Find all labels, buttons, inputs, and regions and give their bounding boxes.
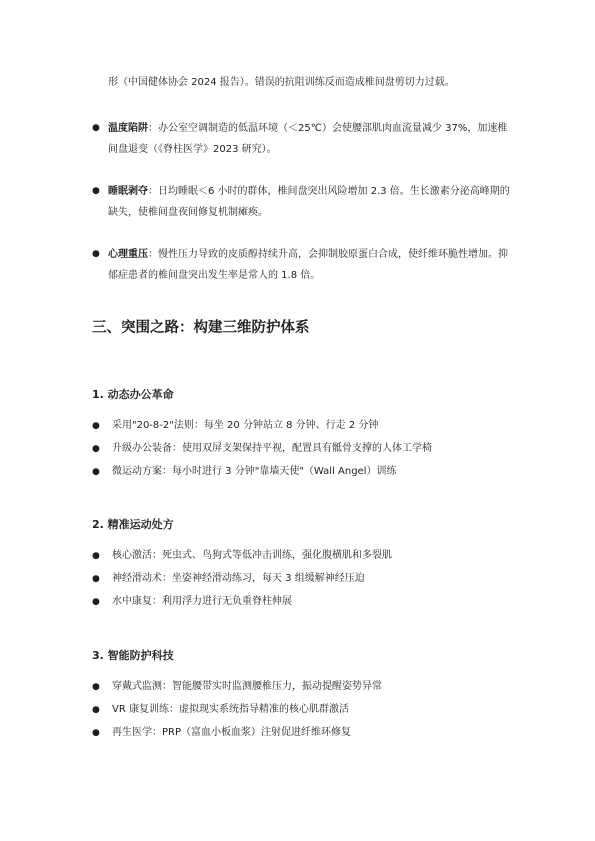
list-item: 穿戴式监测：智能腰带实时监测腰椎压力，振动提醒姿势异常 <box>112 681 382 692</box>
subsection-heading: 1. 动态办公革命 <box>92 388 174 401</box>
bullet-icon: ● <box>92 551 100 561</box>
factor-item <box>108 181 513 223</box>
list-item: 神经滑动术：坐姿神经滑动练习，每天 3 组缓解神经压迫 <box>112 573 365 584</box>
section-heading: 三、突围之路：构建三维防护体系 <box>92 320 310 336</box>
bullet-icon: ● <box>92 444 100 454</box>
factor-text: ：办公室空调制造的低温环境（＜25℃）会使腰部肌肉血流量减少 37%，加速椎间盘退变（《脊柱医学》2023 研究）。 <box>108 123 508 155</box>
factor-text: ：日均睡眠＜6 小时的群体，椎间盘突出风险增加 2.3 倍。生长激素分泌高峰期的缺失，使椎间盘夜间修复机制瘫痪。 <box>108 186 510 218</box>
bullet-icon: ● <box>92 597 100 607</box>
factor-item <box>108 244 513 286</box>
intro-paragraph-tail: 形（中国健体协会 2024 报告）。错误的抗阻训练反而造成椎间盘剪切力过载。 <box>108 77 455 88</box>
bullet-icon: ● <box>92 728 100 738</box>
list-item: 升级办公装备：使用双屏支架保持平视，配置具有骶骨支撑的人体工学椅 <box>112 443 432 454</box>
bullet-icon: ● <box>92 705 100 715</box>
bullet-icon: ● <box>92 186 100 196</box>
subsection-heading: 3. 智能防护科技 <box>92 649 174 662</box>
list-item: 核心激活：死虫式、鸟狗式等低冲击训练，强化腹横肌和多裂肌 <box>112 550 392 561</box>
list-item: 微运动方案：每小时进行 3 分钟"靠墙天使"（Wall Angel）训练 <box>112 466 397 477</box>
bullet-icon: ● <box>92 249 100 259</box>
factor-text: ：慢性压力导致的皮质醇持续升高，会抑制胶原蛋白合成，使纤维环脆性增加。抑郁症患者的椎间盘突出发生率是常人的 1.8 倍。 <box>108 249 508 281</box>
list-item: VR 康复训练：虚拟现实系统指导精准的核心肌群激活 <box>112 704 349 715</box>
list-item: 水中康复：利用浮力进行无负重脊柱伸展 <box>112 596 292 607</box>
factor-title: 温度陷阱 <box>108 123 148 134</box>
bullet-icon: ● <box>92 421 100 431</box>
bullet-icon: ● <box>92 682 100 692</box>
factor-item <box>108 118 513 160</box>
factor-title: 睡眠剥夺 <box>108 186 148 197</box>
bullet-icon: ● <box>92 574 100 584</box>
bullet-icon: ● <box>92 123 100 133</box>
list-item: 采用"20-8-2"法则：每坐 20 分钟站立 8 分钟、行走 2 分钟 <box>112 420 379 431</box>
subsection-heading: 2. 精准运动处方 <box>92 518 174 531</box>
list-item: 再生医学：PRP（富血小板血浆）注射促进纤维环修复 <box>112 727 352 738</box>
factor-title: 心理重压 <box>108 249 148 260</box>
bullet-icon: ● <box>92 467 100 477</box>
